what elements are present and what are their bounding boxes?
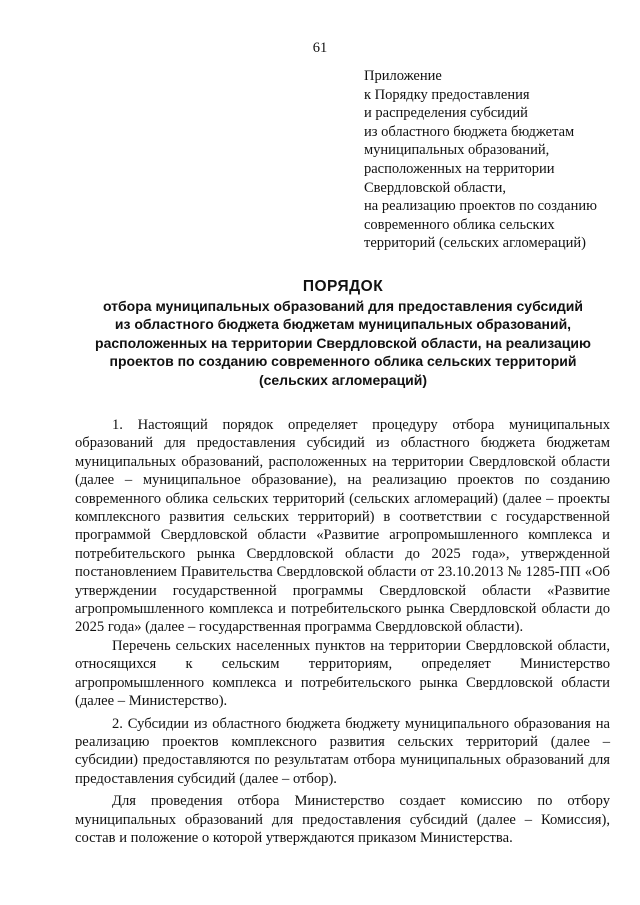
document-heading xyxy=(60,277,626,389)
appendix-line: на реализацию проектов по созданию xyxy=(364,198,597,215)
appendix-line: муниципальных образований, xyxy=(364,142,550,159)
paragraph-4: Для проведения отбора Министерство создает комиссию по отбору муниципальных образований для предоставления субсидий (далее – Комиссия), состав и положение о которой утверждаются приказом Министерства. xyxy=(75,793,610,846)
paragraph-1: 1. Настоящий порядок определяет процедуру отбора муниципальных образований для предоставления субсидий из областного бюджета бюджетам муниципальных образований, расположенных на территории Свердловской области (далее – муниципальное образование), на реализацию проектов по созданию современного облика сельских территорий (сельских агломераций) (далее – проекты комплексного развития сельских территорий) в соответствии с государственной программой Свердловской области «Развитие агропромышленного комплекса и потребительского рынка Свердловской области до 2025 года», утвержденной постановлением Правительства Свердловской области от 23.10.2013 № 1285-ПП «Об утверждении государственной программы Свердловской области «Развитие агропромышленного комплекса и потребительского рынка Свердловской области до 2025 года» (далее – государственная программа Свердловской области). xyxy=(75,417,610,636)
appendix-block xyxy=(364,67,624,253)
body-text xyxy=(75,416,610,847)
appendix-line: современного облика сельских xyxy=(364,216,555,233)
document-title: ПОРЯДОК xyxy=(302,278,384,295)
paragraph-3: 2. Субсидии из областного бюджета бюджету муниципального образования на реализацию проектов комплексного развития сельских территорий (далее – субсидии) предоставляются по результатам отбора муниципальных образований для предоставления субсидий (далее – отбор). xyxy=(75,715,610,787)
subtitle-line: из областного бюджета бюджетам муниципальных образований, xyxy=(114,316,572,333)
subtitle-line: проектов по созданию современного облика сельских территорий xyxy=(109,353,577,370)
subtitle-line: расположенных на территории Свердловской области, на реализацию xyxy=(95,334,591,351)
appendix-line: к Порядку предоставления xyxy=(364,86,530,103)
paragraph-2: Перечень сельских населенных пунктов на территории Свердловской области, относящихся к сельским территориям, определяет Министерство агропромышленного комплекса и потребительского рынка Свердловской области (далее – Министерство). xyxy=(75,637,610,710)
appendix-line: и распределения субсидий xyxy=(364,105,528,122)
appendix-line: Приложение xyxy=(364,68,442,84)
appendix-line: из областного бюджета бюджетам xyxy=(364,123,575,140)
subtitle-line: (сельских агломераций) xyxy=(258,371,428,388)
subtitle-line: отбора муниципальных образований для предоставления субсидий xyxy=(102,298,584,314)
appendix-line: территорий (сельских агломераций) xyxy=(364,235,586,252)
appendix-line: расположенных на территории xyxy=(364,160,555,177)
appendix-line: Свердловской области, xyxy=(364,179,507,196)
page-number: 61 xyxy=(312,40,328,56)
